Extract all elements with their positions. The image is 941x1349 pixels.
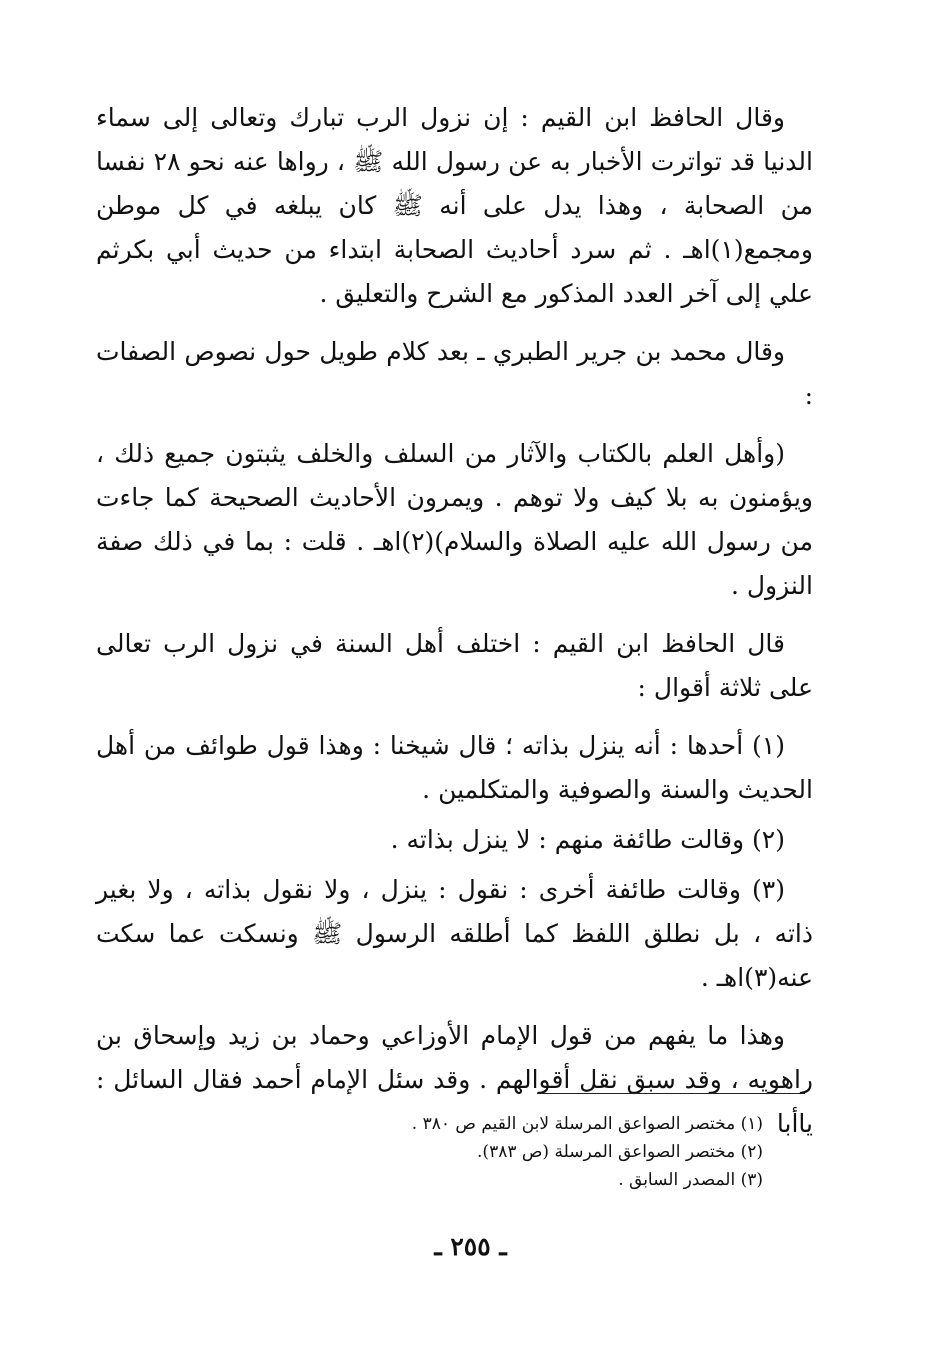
footnote-1: (١) مختصر الصواعق المرسلة لابن القيم ص ٣٨٠ . bbox=[411, 1114, 763, 1134]
paragraph-ibn-qayyim-nuzul: وقال الحافظ ابن القيم : إن نزول الرب تبارك وتعالى إلى سماء الدنيا قد تواترت الأخبار به عن رسول الله ﷺ ، رواها عنه نحو ٢٨ نفسا من الصحابة ، وهذا يدل على أنه ﷺ كان يبلغه في كل موطن ومجمع(١)اهـ . ثم سرد أحاديث الصحابة ابتداء من حديث أبي بكرثم علي إلى آخر العدد المذكور مع الشرح والتعليق . bbox=[96, 103, 813, 308]
main-text-block bbox=[96, 96, 813, 1160]
footnote-3: (٣) المصدر السابق . bbox=[618, 1170, 763, 1190]
paragraph-tabari-quote: (وأهل العلم بالكتاب والآثار من السلف والخلف يثبتون جميع ذلك ، ويؤمنون به بلا كيف ولا توهم . ويمرون الأحاديث الصحيحة كما جاءت من رسول الله عليه الصلاة والسلام)(٢)اهـ . قلت : بما في ذلك صفة النزول . bbox=[96, 439, 813, 600]
footnote-separator bbox=[537, 1093, 805, 1094]
paragraph-saying-three: (٣) وقالت طائفة أخرى : نقول : ينزل ، ولا نقول بذاته ، ولا بغير ذاته ، بل نطلق اللفظ كما أطلقه الرسول ﷺ ونسكت عما سكت عنه(٣)اهـ . bbox=[96, 875, 813, 992]
paragraph-awzai: وهذا ما يفهم من قول الإمام الأوزاعي وحماد بن زيد وإسحاق بن راهويه ، وقد سبق نقل أقوالهم . وقد سئل الإمام أحمد فقال السائل : ياأبا bbox=[96, 1021, 813, 1138]
footnotes bbox=[243, 1110, 763, 1194]
paragraph-tabari-intro: وقال محمد بن جرير الطبري ـ بعد كلام طويل حول نصوص الصفات : bbox=[96, 337, 813, 410]
page-number: ـ ٢٥٥ ـ bbox=[434, 1232, 507, 1261]
paragraph-saying-two: (٢) وقالت طائفة منهم : لا ينزل بذاته . bbox=[390, 825, 785, 854]
footnote-2: (٢) مختصر الصواعق المرسلة (ص ٣٨٣). bbox=[477, 1142, 763, 1162]
paragraph-three-sayings-intro: قال الحافظ ابن القيم : اختلف أهل السنة في نزول الرب تعالى على ثلاثة أقوال : bbox=[96, 629, 813, 702]
paragraph-saying-one: (١) أحدها : أنه ينزل بذاته ؛ قال شيخنا : وهذا قول طوائف من أهل الحديث والسنة والصوفية والمتكلمين . bbox=[96, 731, 813, 804]
